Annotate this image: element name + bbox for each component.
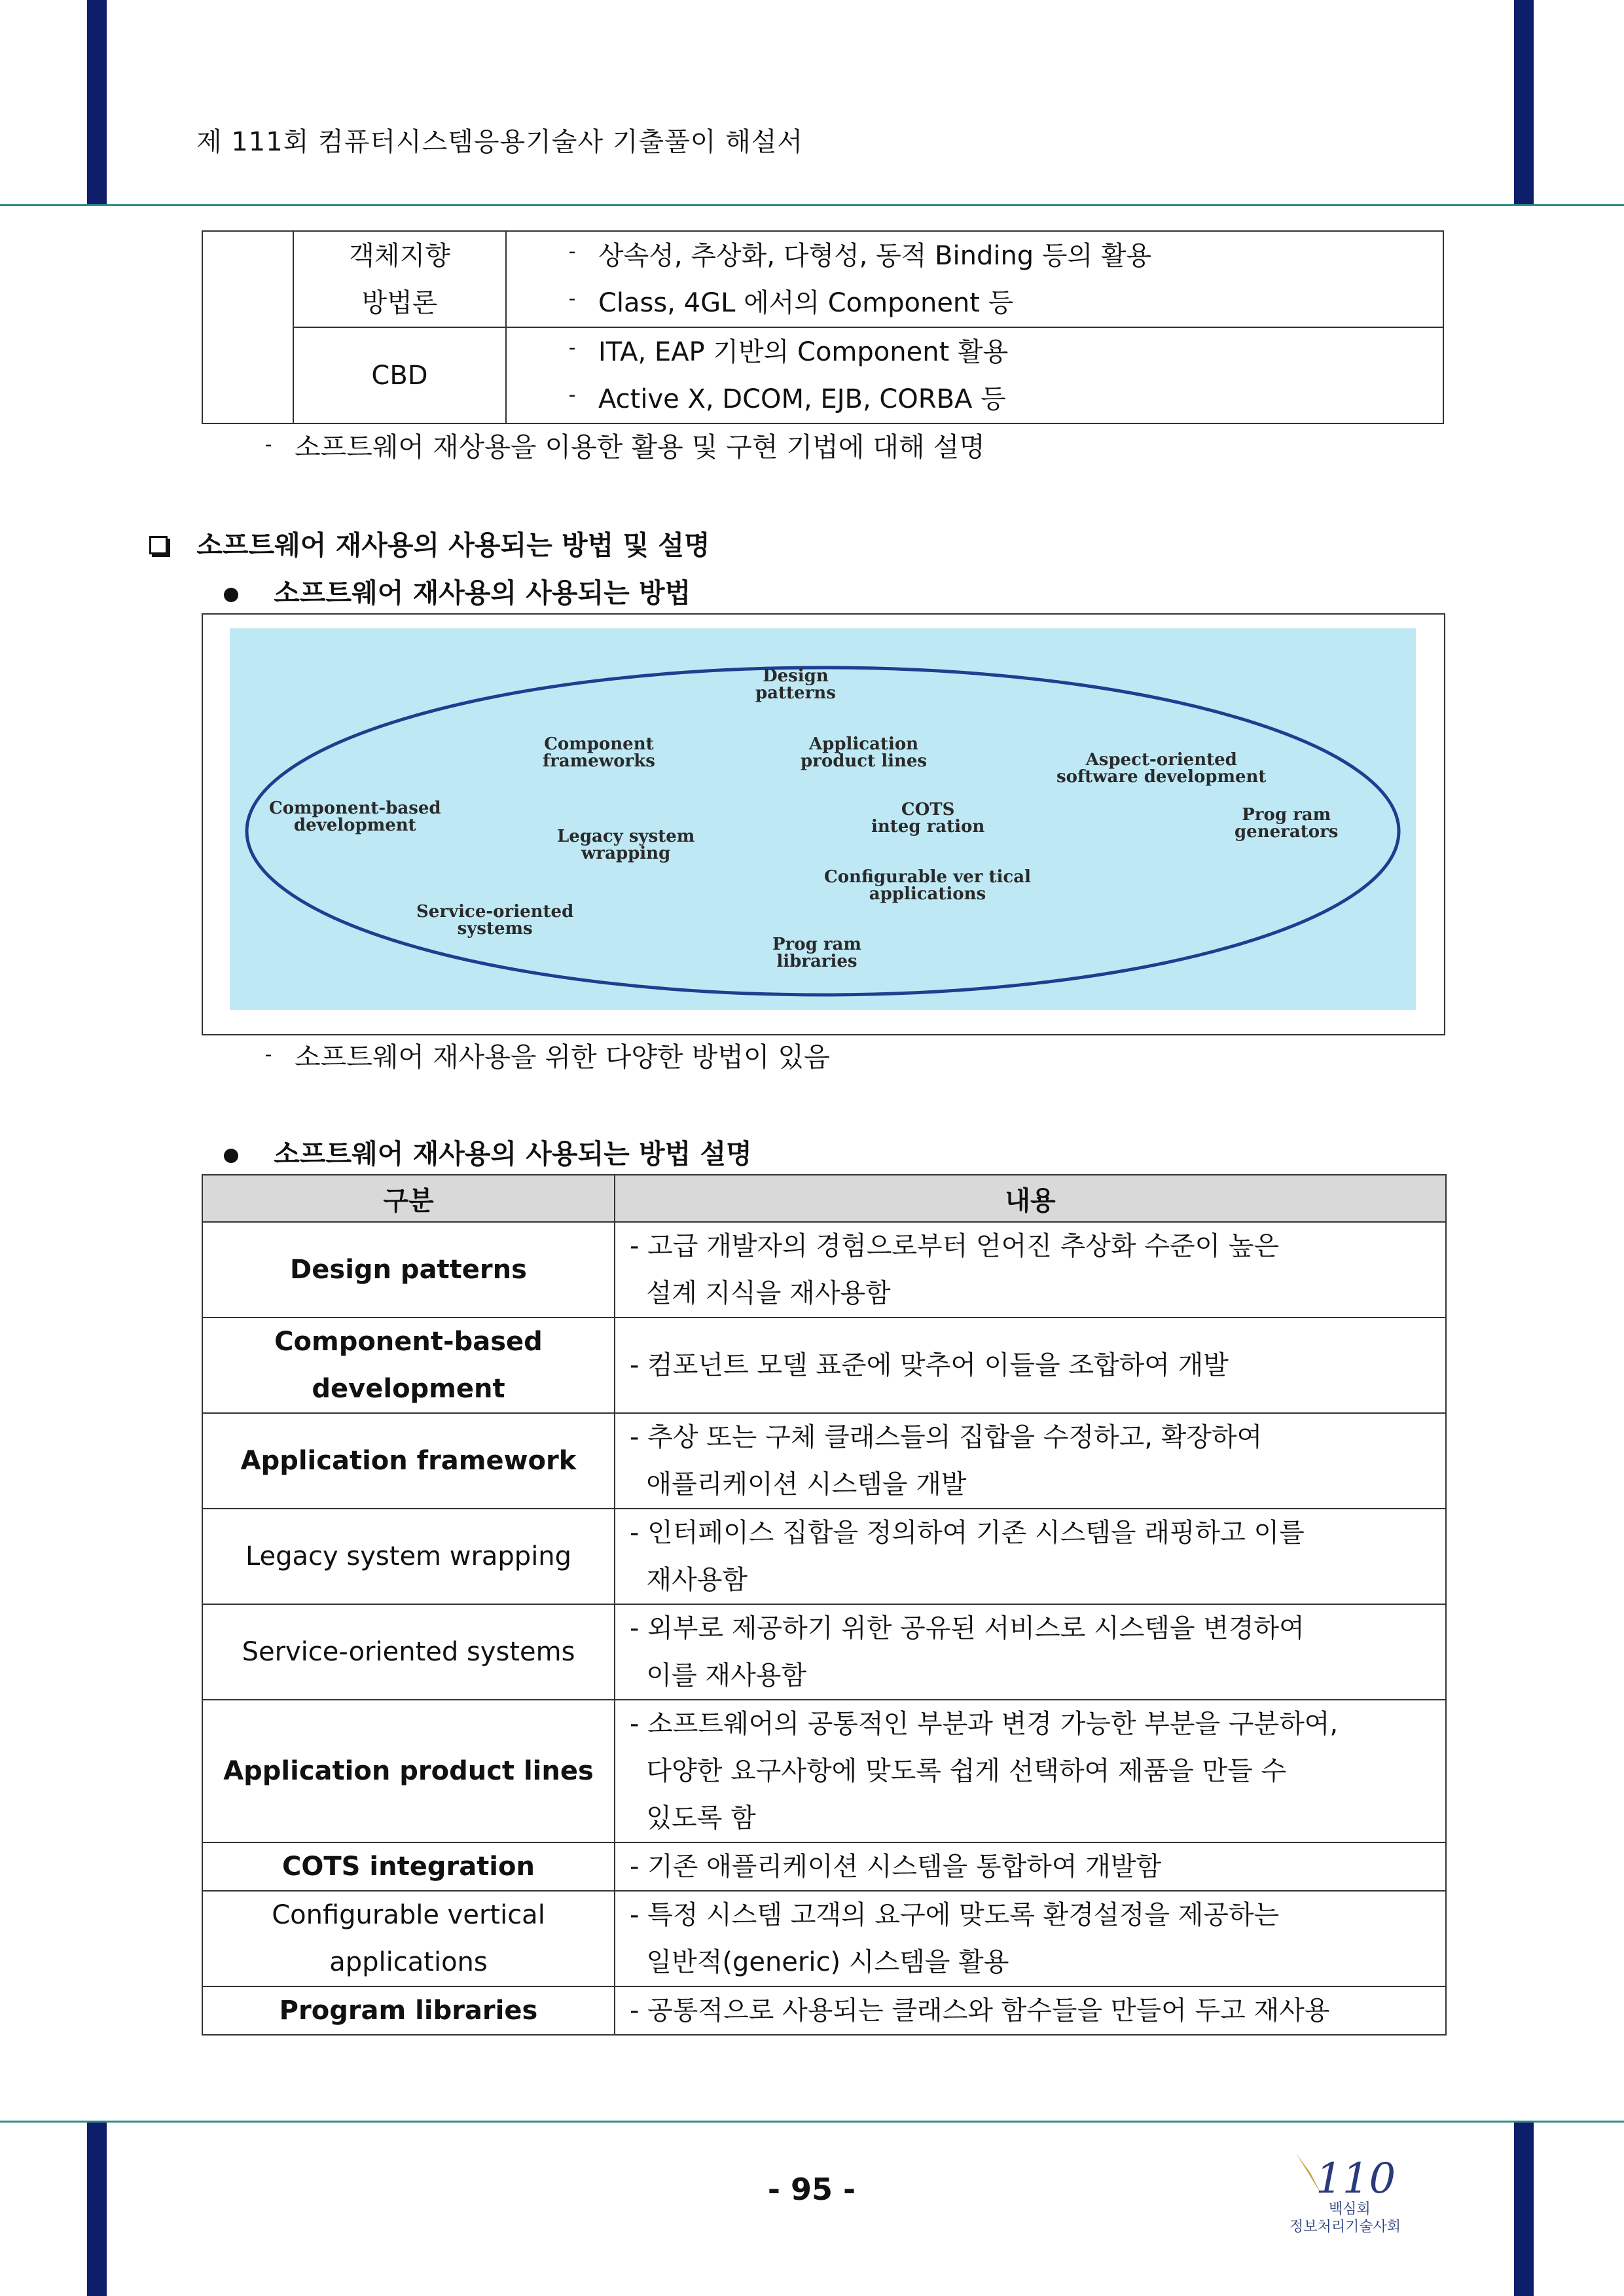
note-line-2 xyxy=(242,1035,830,1075)
top-methods-table xyxy=(202,230,1444,424)
method-name: Application product lines xyxy=(202,1700,615,1842)
table-row xyxy=(202,1891,1446,1986)
table-row xyxy=(202,1318,1446,1413)
method-desc: - 고급 개발자의 경험으로부터 얻어진 추상화 수준이 높은 설계 지식을 재사용함 xyxy=(615,1222,1446,1318)
bullet-icon xyxy=(224,588,238,602)
left-top-bar xyxy=(87,0,107,204)
method-name: Program libraries xyxy=(202,1986,615,2035)
table-row xyxy=(202,1700,1446,1842)
right-bottom-bar xyxy=(1514,2123,1534,2296)
label-program-generators: Prog ram generators xyxy=(1235,805,1339,842)
label-configurable-vertical: Configurable ver tical applications xyxy=(824,867,1031,904)
method-desc: - 인터페이스 집합을 정의하여 기존 시스템을 래핑하고 이를 재사용함 xyxy=(615,1509,1446,1604)
label-legacy-wrapping: Legacy system wrapping xyxy=(557,827,695,863)
item-text: ITA, EAP 기반의 Component 활용 xyxy=(598,336,1009,367)
note-line-1 xyxy=(242,425,985,465)
table-row xyxy=(202,327,1443,423)
row-label xyxy=(293,231,506,327)
method-name: Application framework xyxy=(202,1413,615,1509)
footer-rule xyxy=(0,2121,1624,2123)
dash-mark: - xyxy=(568,240,576,263)
subsection-text: 소프트웨어 재사용의 사용되는 방법 xyxy=(274,577,691,609)
label-service-oriented: Service-oriented systems xyxy=(416,902,574,939)
item-text: 상속성, 추상화, 다형성, 동적 Binding 등의 활용 xyxy=(598,240,1152,271)
method-name: Service-oriented systems xyxy=(202,1604,615,1700)
label-design-patterns: Design patterns xyxy=(755,666,836,703)
label-cots-integration: COTS integ ration xyxy=(871,800,985,836)
table-row xyxy=(202,231,1443,327)
label-program-libraries: Prog ram libraries xyxy=(772,935,861,971)
section-title xyxy=(149,524,710,562)
checkbox-square-icon xyxy=(149,536,168,554)
note-text: 소프트웨어 재상용을 이용한 활용 및 구현 기법에 대해 설명 xyxy=(295,431,985,463)
table-header-row xyxy=(202,1175,1446,1222)
table-row xyxy=(202,1986,1446,2035)
method-name: Component-based development xyxy=(202,1318,615,1413)
dash-mark: - xyxy=(264,1043,272,1066)
svg-text:110: 110 xyxy=(1316,2155,1396,2203)
table-row xyxy=(202,1222,1446,1318)
table-row xyxy=(202,1842,1446,1891)
subsection-title-2 xyxy=(224,1132,752,1171)
item-text: Active X, DCOM, EJB, CORBA 등 xyxy=(598,384,1006,414)
label-component-based: Component-based development xyxy=(269,798,441,835)
row-items xyxy=(506,327,1443,423)
method-desc: - 컴포넌트 모델 표준에 맞추어 이들을 조합하여 개발 xyxy=(615,1318,1446,1413)
method-name: Legacy system wrapping xyxy=(202,1509,615,1604)
method-desc: - 소프트웨어의 공통적인 부분과 변경 가능한 부분을 구분하여, 다양한 요구사항에 맞도록 쉽게 선택하여 제품을 만들 수 있도록 함 xyxy=(615,1700,1446,1842)
subsection-title-1 xyxy=(224,571,691,610)
dash-mark: - xyxy=(264,433,272,456)
label-component-frameworks: Component frameworks xyxy=(543,734,655,771)
row-label xyxy=(293,327,506,423)
logo-text: 정보처리기술사회 xyxy=(1290,2219,1401,2235)
left-bottom-bar xyxy=(87,2123,107,2296)
subsection-text: 소프트웨어 재사용의 사용되는 방법 설명 xyxy=(274,1138,752,1170)
label-line: 방법론 xyxy=(361,287,438,318)
method-name: Design patterns xyxy=(202,1222,615,1318)
dash-mark: - xyxy=(568,383,576,406)
page-number: - 95 - xyxy=(767,2172,856,2207)
table-row xyxy=(202,1509,1446,1604)
note-text: 소프트웨어 재사용을 위한 다양한 방법이 있음 xyxy=(295,1041,830,1073)
header-rule xyxy=(0,204,1624,206)
label-line: CBD xyxy=(371,360,428,391)
label-aspect-oriented: Aspect-oriented software development xyxy=(1056,750,1267,787)
method-name: Configurable vertical applications xyxy=(202,1891,615,1986)
method-name: COTS integration xyxy=(202,1842,615,1891)
reuse-methods-diagram xyxy=(230,628,1416,1010)
reuse-description-table xyxy=(202,1174,1447,2036)
method-desc: - 외부로 제공하기 위한 공유된 서비스로 시스템을 변경하여 이를 재사용함 xyxy=(615,1604,1446,1700)
method-desc: - 특정 시스템 고객의 요구에 맞도록 환경설정을 제공하는 일반적(generic) 시스템을 활용 xyxy=(615,1891,1446,1986)
table-row xyxy=(202,1604,1446,1700)
dash-mark: - xyxy=(568,287,576,310)
label-application-product-lines: Application product lines xyxy=(801,734,928,771)
section-title-text: 소프트웨어 재사용의 사용되는 방법 및 설명 xyxy=(196,529,710,561)
publisher-logo xyxy=(1276,2134,1407,2238)
method-desc: - 추상 또는 구체 클래스들의 집합을 수정하고, 확장하여 애플리케이션 시스템을 개발 xyxy=(615,1413,1446,1509)
table-row xyxy=(202,1413,1446,1509)
empty-cell xyxy=(202,231,293,423)
dash-mark: - xyxy=(568,336,576,359)
header-cell: 구분 xyxy=(202,1175,615,1222)
right-top-bar xyxy=(1514,0,1534,204)
item-text: Class, 4GL 에서의 Component 등 xyxy=(598,287,1014,318)
bullet-icon xyxy=(224,1149,238,1163)
row-items xyxy=(506,231,1443,327)
label-line: 객체지향 xyxy=(349,240,450,271)
method-desc: - 기존 애플리케이션 시스템을 통합하여 개발함 xyxy=(615,1842,1446,1891)
method-desc: - 공통적으로 사용되는 클래스와 함수들을 만들어 두고 재사용 xyxy=(615,1986,1446,2035)
logo-text: 백심회 xyxy=(1329,2201,1371,2217)
header-cell: 내용 xyxy=(615,1175,1446,1222)
document-header-title: 제 111회 컴퓨터시스템응용기술사 기출풀이 해설서 xyxy=(196,127,804,157)
